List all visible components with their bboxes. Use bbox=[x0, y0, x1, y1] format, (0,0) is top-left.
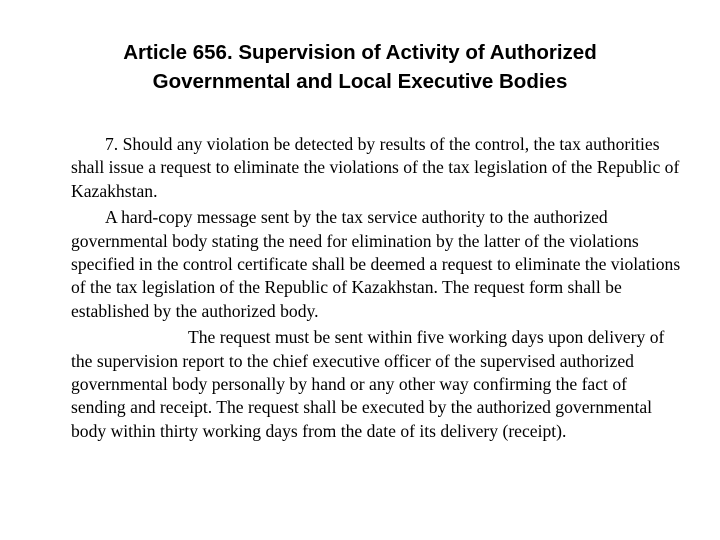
paragraph-hard-copy-message: A hard-copy message sent by the tax service authority to the authorized governmental body stating the need for elimination by the latter of the violations specified in the control certificate shall be deemed a request to eliminate the violations of the tax legislation of the Republic of Kazakhstan. The request form shall be established by the authorized body. bbox=[71, 207, 681, 321]
article-title-line-1: Article 656. Supervision of Activity of Authorized bbox=[123, 41, 597, 64]
article-title-line-2: Governmental and Local Executive Bodies bbox=[152, 70, 568, 93]
paragraph-request-delivery: The request must be sent within five working days upon delivery of the supervision report to the chief executive officer of the supervised authorized governmental body personally by hand or any other way confirming the fact of sending and receipt. The request shall be executed by the authorized governmental body within thirty working days from the date of its delivery (receipt). bbox=[71, 327, 665, 441]
article-body bbox=[71, 133, 686, 446]
article-title bbox=[40, 38, 680, 96]
paragraph-clause-7: 7. Should any violation be detected by results of the control, the tax authorities shall issue a request to eliminate the violations of the tax legislation of the Republic of Kazakhstan. bbox=[71, 134, 680, 201]
